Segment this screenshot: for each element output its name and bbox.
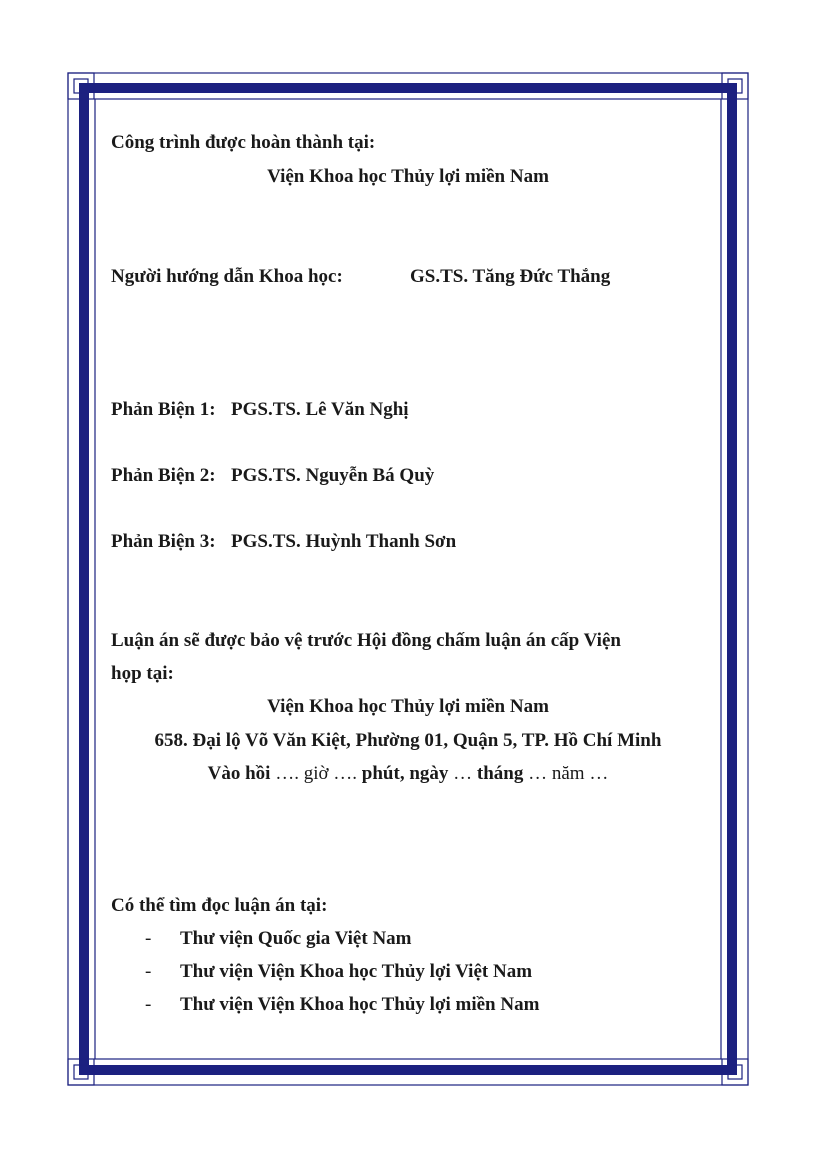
- defense-address: 658. Đại lộ Võ Văn Kiệt, Phường 01, Quận 5, TP. Hồ Chí Minh: [154, 730, 662, 751]
- time-blank-4: …: [523, 763, 552, 784]
- library-bullet-3: -: [145, 994, 152, 1015]
- time-blank-1: ….: [270, 763, 304, 784]
- reviewer-2-name: PGS.TS. Nguyễn Bá Quỳ: [231, 465, 435, 486]
- reviewer-3-label: Phản Biện 3:: [111, 531, 216, 552]
- time-blank-2: ….: [328, 763, 362, 784]
- defense-time: [110, 762, 706, 786]
- reviewer-2-label: Phản Biện 2:: [111, 465, 216, 486]
- time-nam: năm: [551, 763, 585, 784]
- defense-line-1: Luận án sẽ được bảo vệ trước Hội đồng chấm luận án cấp Viện: [111, 630, 621, 651]
- advisor-label: Người hướng dẫn Khoa học:: [111, 266, 343, 287]
- time-blank-3: …: [448, 763, 477, 784]
- libraries-label: Có thể tìm đọc luận án tại:: [111, 895, 328, 916]
- time-thang: tháng: [476, 763, 524, 784]
- time-gio: giờ: [303, 763, 329, 784]
- time-phut-ngay: phút, ngày: [361, 763, 449, 784]
- completed-at-institute: Viện Khoa học Thủy lợi miền Nam: [267, 166, 549, 187]
- reviewer-2: [111, 464, 434, 488]
- advisor-name: GS.TS. Tăng Đức Thắng: [410, 266, 611, 287]
- advisor-row: [111, 265, 343, 289]
- time-vao-hoi: Vào hồi: [207, 763, 271, 784]
- time-blank-5: …: [584, 763, 609, 784]
- reviewer-3-name: PGS.TS. Huỳnh Thanh Sơn: [231, 531, 457, 552]
- library-item-3: Thư viện Viện Khoa học Thủy lợi miền Nam: [180, 994, 540, 1015]
- defense-institute: Viện Khoa học Thủy lợi miền Nam: [267, 696, 549, 717]
- library-bullet-1: -: [145, 928, 152, 949]
- completed-at-label: Công trình được hoàn thành tại:: [111, 132, 376, 153]
- reviewer-1: [111, 398, 409, 422]
- library-item-1: Thư viện Quốc gia Việt Nam: [180, 928, 412, 949]
- reviewer-1-label: Phản Biện 1:: [111, 399, 216, 420]
- reviewer-1-name: PGS.TS. Lê Văn Nghị: [231, 399, 409, 420]
- library-bullet-2: -: [145, 961, 152, 982]
- defense-line-2: họp tại:: [111, 663, 174, 684]
- library-item-2: Thư viện Viện Khoa học Thủy lợi Việt Nam: [180, 961, 533, 982]
- reviewer-3: [111, 530, 456, 554]
